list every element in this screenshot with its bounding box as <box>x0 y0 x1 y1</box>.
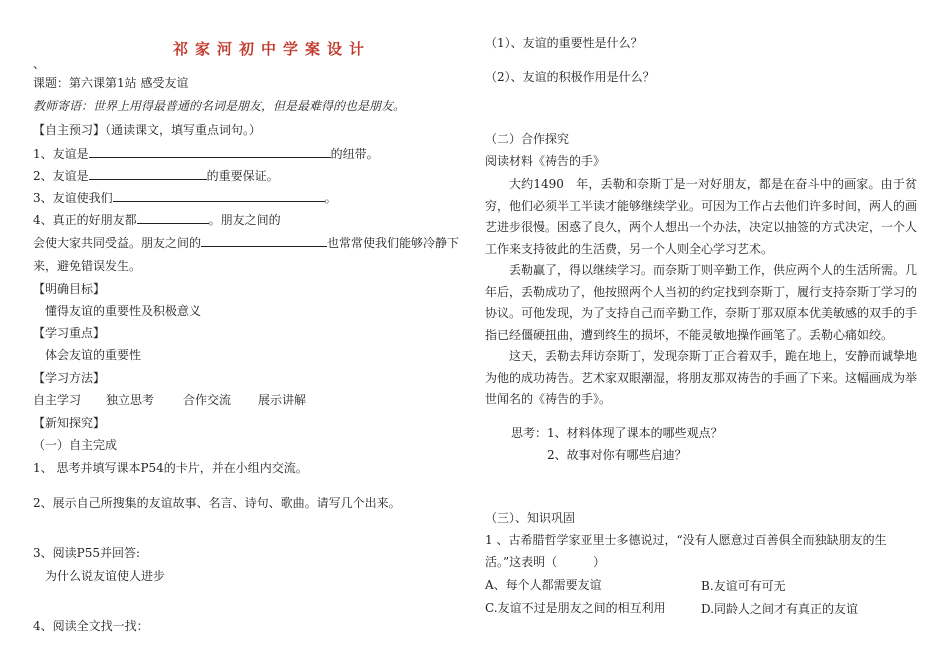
part3-heading: （三）、知识巩固 <box>485 511 576 525</box>
option-c[interactable]: C.友谊不过是朋友之间的相互利用 <box>485 601 666 615</box>
preview-item-2: 2、友谊是 的重要保证。 <box>33 169 279 183</box>
option-a[interactable]: A、每个人都需要友谊 <box>485 578 602 592</box>
fill-blank[interactable] <box>201 235 327 247</box>
preview-item-3: 3、友谊使我们 。 <box>33 191 337 205</box>
question-1: （1）、友谊的重要性是什么？ <box>485 36 643 50</box>
focus-heading: 【学习重点】 <box>33 326 106 340</box>
option-b[interactable]: B.友谊可有可无 <box>701 579 786 593</box>
lesson-topic: 课题：第六课第1站 感受友谊 <box>33 76 189 90</box>
preview-item-4-cont: 会使大家共同受益。朋友之间的 也常常使我们能够冷静下 <box>33 236 460 250</box>
task-4: 4、阅读全文找一找： <box>33 619 149 633</box>
method-3: 合作交流 <box>183 393 232 407</box>
material-title: 阅读材料《祷告的手》 <box>485 154 606 168</box>
method-1: 自主学习 <box>33 393 82 407</box>
part2-heading: （二）合作探究 <box>485 132 570 146</box>
preview-item-4-end: 来，避免错误发生。 <box>33 259 142 273</box>
story-paragraph-3: 这天，丢勒去拜访奈斯丁，发现奈斯丁正合着双手，跪在地上，安静而诚挚地为他的成功祷告。艺术家双眼潮湿，将朋友那双祷告的手画了下来。这幅画成为举世闻名的《祷告的手》。 <box>485 349 918 406</box>
task-1: 1、 思考并填写课本P54的卡片，并在小组内交流。 <box>33 461 308 475</box>
fill-blank[interactable] <box>89 146 331 158</box>
preview-item-4: 4、真正的好朋友都 。朋友之间的 <box>33 213 281 227</box>
think-question-2: 2、故事对你有哪些启迪？ <box>547 448 687 462</box>
story-text <box>485 174 917 411</box>
question-2: （2）、友谊的积极作用是什么？ <box>485 70 655 84</box>
fill-blank[interactable] <box>89 168 207 180</box>
preview-heading: 【自主预习】（通读课文，填写重点词句。） <box>33 123 262 137</box>
goal-heading: 【明确目标】 <box>33 282 106 296</box>
new-knowledge-heading: 【新知探究】 <box>33 416 106 430</box>
think-question-1: 思考：1、材料体现了课本的哪些观点？ <box>511 426 723 440</box>
task-2: 2、展示自己所搜集的友谊故事、名言、诗句、歌曲。请写几个出来。 <box>33 496 401 510</box>
focus-text: 体会友谊的重要性 <box>45 348 142 362</box>
task-3-question: 为什么说友谊使人进步 <box>45 569 166 583</box>
fill-blank[interactable] <box>113 190 325 202</box>
page-title: 祁家河初中学案设计 <box>173 40 372 58</box>
fill-blank[interactable] <box>137 212 209 224</box>
mcq-stem-line-1: 1 、古希腊哲学家亚里士多德说过，“没有人愿意过百善俱全而独缺朋友的生 <box>485 533 887 547</box>
part1-heading: （一）自主完成 <box>33 438 118 452</box>
method-heading: 【学习方法】 <box>33 371 106 385</box>
mcq-stem-line-2: 活。”这表明（ ） <box>485 555 606 569</box>
story-paragraph-2: 丢勒赢了，得以继续学习。而奈斯丁则辛勤工作，供应两个人的生活所需。几年后，丢勒成功了，他按照两个人当初的约定找到奈斯丁，履行支持奈斯丁学习的协议。可他发现，为了支持自己而辛勤工作，奈斯丁那双原本优美敏感的双手的手指已经僵硬扭曲，遭到终生的损坏，不能灵敏地操作画笔了。丢勒心痛如绞。 <box>485 263 918 342</box>
task-3: 3、阅读P55并回答: <box>33 546 141 560</box>
method-4: 展示讲解 <box>258 393 307 407</box>
goal-text: 懂得友谊的重要性及积极意义 <box>45 304 202 318</box>
stray-mark: 、 <box>33 57 46 71</box>
option-d[interactable]: D.同龄人之间才有真正的友谊 <box>701 602 859 616</box>
preview-item-1: 1、友谊是 的纽带。 <box>33 147 379 161</box>
teacher-message: 教师寄语：世界上用得最普通的名词是朋友，但是最难得的也是朋友。 <box>33 99 406 113</box>
method-2: 独立思考 <box>106 393 155 407</box>
story-paragraph-1: 大约1490 年，丢勒和奈斯丁是一对好朋友，都是在奋斗中的画家。由于贫穷，他们必须半工半读才能够继续学业。可因为工作占去他们许多时间，两人的画艺进步很慢。困惑了良久，两个人想出一个办法，决定以抽签的方式决定，一个人工作来支持彼此的生活费，另一个人则全心学习艺术。 <box>485 177 918 256</box>
